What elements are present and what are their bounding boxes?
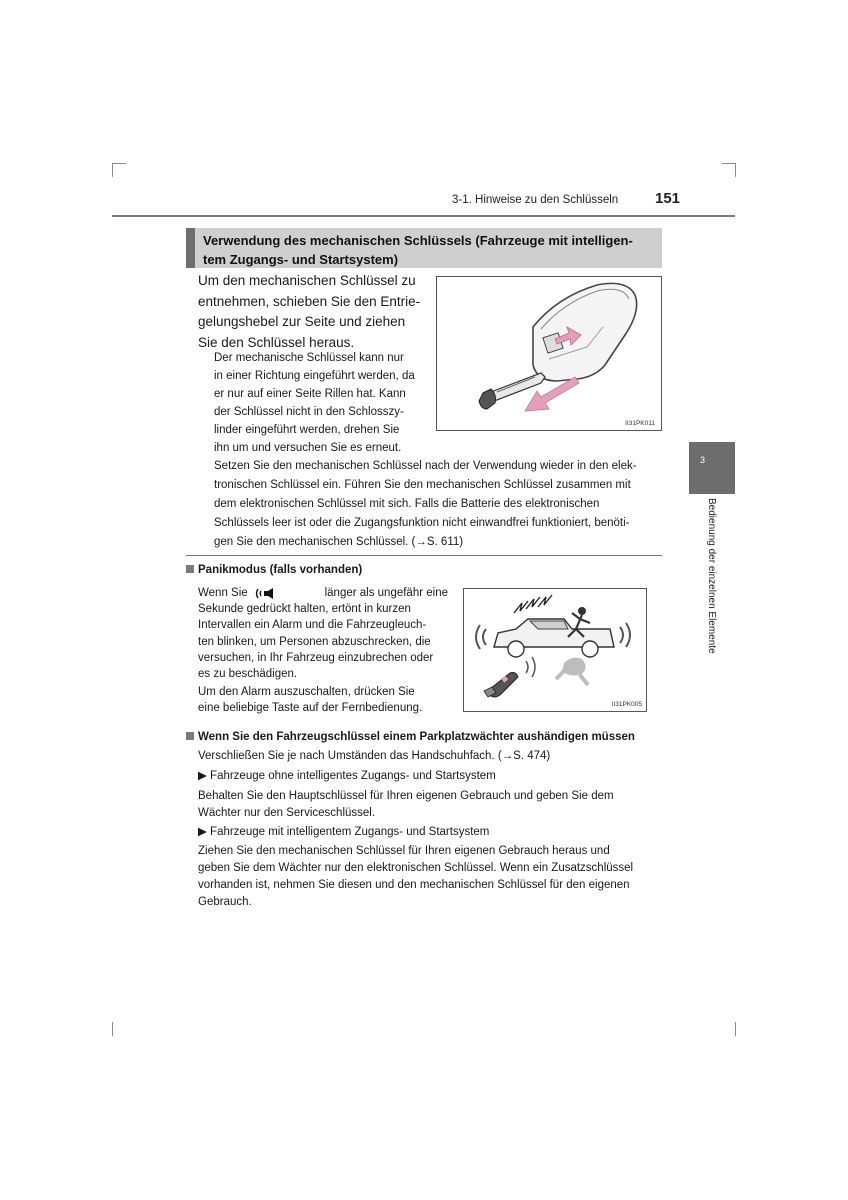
figure-label: II31PK005 <box>611 701 642 708</box>
paragraph-line: dem elektronischen Schlüssel mit sich. Falls die Batterie des elektronischen <box>214 498 600 510</box>
intro-line: gelungshebel zur Seite und ziehen <box>198 314 406 329</box>
note-line: er nur auf einer Seite Rillen hat. Kann <box>214 388 406 400</box>
case-line: Gebrauch. <box>198 896 252 908</box>
panic-line-start: Wenn Sie <box>198 587 248 599</box>
case-line: vorhanden ist, nehmen Sie diesen und den mechanischen Schlüssel für den eigenen <box>198 879 630 891</box>
square-bullet-icon <box>186 732 194 740</box>
intro-line: entnehmen, schieben Sie den Entrie- <box>198 293 421 309</box>
alarm-stop-paragraph <box>198 684 448 716</box>
note-paragraph <box>214 349 425 457</box>
panic-first-line <box>198 585 448 601</box>
alarm-stop-line: Um den Alarm auszuschalten, drücken Sie <box>198 686 415 698</box>
chapter-title-vertical: Bedienung der einzelnen Elemente <box>706 498 717 654</box>
chapter-tab <box>689 442 735 494</box>
figure-label: II31PK011 <box>625 420 655 427</box>
paragraph-line: Setzen Sie den mechanischen Schlüssel nach der Verwendung wieder in den elek- <box>214 460 637 472</box>
case-with-smart-key-text <box>198 843 658 911</box>
crop-mark-top-right-h <box>722 163 736 164</box>
panic-paragraph <box>198 585 448 682</box>
panic-line-end: länger als ungefähr eine <box>324 587 448 599</box>
case-label-without-smart-key: ▶ Fahrzeuge ohne intelligentes Zugangs- und Startsystem <box>198 770 496 782</box>
key-fob-illustration <box>437 277 661 430</box>
section-title-box <box>186 228 662 268</box>
panic-line: ten blinken, um Personen abzuschrecken, die <box>198 635 431 648</box>
paragraph-line: Schlüssels leer ist oder die Zugangsfunktion nicht einwandfrei funktioniert, benöti- <box>214 517 630 529</box>
intro-line: Um den mechanischen Schlüssel zu <box>198 273 416 288</box>
section-title-line-1: Verwendung des mechanischen Schlüssels (Fahrzeuge mit intelligen- <box>203 233 633 248</box>
alarm-stop-line: eine beliebige Taste auf der Fernbedienung. <box>198 702 423 715</box>
case-line: Wächter nur den Serviceschlüssel. <box>198 807 376 819</box>
header-rule <box>112 215 735 217</box>
crop-mark-top-left-v <box>112 163 113 177</box>
case-label-with-smart-key: ▶ Fahrzeuge mit intelligentem Zugangs- und Startsystem <box>198 826 490 838</box>
crop-mark-top-left-h <box>112 163 126 164</box>
panic-heading: Panikmodus (falls vorhanden) <box>186 564 362 576</box>
case-line: Ziehen Sie den mechanischen Schlüssel für Ihren eigenen Gebrauch heraus und <box>198 845 610 857</box>
chapter-number: 3 <box>700 455 706 465</box>
panic-line: versuchen, in Ihr Fahrzeug einzubrechen oder <box>198 651 434 664</box>
crop-mark-bottom-left-v <box>112 1022 113 1036</box>
note-line: linder eingeführt werden, drehen Sie <box>214 424 400 436</box>
valet-heading: Wenn Sie den Fahrzeugschlüssel einem Parkplatzwächter aushändigen müssen <box>186 731 635 743</box>
header-section-title: 3-1. Hinweise zu den Schlüsseln <box>452 194 619 206</box>
paragraph-line: tronischen Schlüssel ein. Führen Sie den mechanischen Schlüssel zusammen mit <box>214 479 631 491</box>
intro-line: Sie den Schlüssel heraus. <box>198 334 355 350</box>
panic-line: Intervallen ein Alarm und die Fahrzeugleuch- <box>198 619 427 632</box>
intro-paragraph <box>198 271 425 353</box>
car-alarm-illustration <box>464 589 646 711</box>
case-line: geben Sie dem Wächter nur den elektronischen Schlüssel. Wenn ein Zusatzschlüssel <box>198 862 634 874</box>
mechanical-key-figure <box>436 276 662 431</box>
note-line: Der mechanische Schlüssel kann nur <box>214 352 404 364</box>
page-number: 151 <box>655 190 681 207</box>
case-line: Behalten Sie den Hauptschlüssel für Ihren eigenen Gebrauch und geben Sie dem <box>198 790 614 802</box>
note-line: ihn um und versuchen Sie es erneut. <box>214 442 402 454</box>
panic-alarm-figure <box>463 588 647 712</box>
note-line: der Schlüssel nicht in den Schlosszy- <box>214 406 404 418</box>
case-without-smart-key-text <box>198 788 658 822</box>
crop-mark-top-right-v <box>735 163 736 177</box>
section-title-line-2: tem Zugangs- und Startsystem) <box>203 252 399 267</box>
crop-mark-bottom-right-v <box>735 1022 736 1036</box>
panic-line: Sekunde gedrückt halten, ertönt in kurzen <box>198 603 411 616</box>
panic-line: es zu beschädigen. <box>198 668 298 681</box>
valet-intro: Verschließen Sie je nach Umständen das Handschuhfach. (→S. 474) <box>198 750 551 762</box>
key-return-paragraph <box>214 457 658 552</box>
paragraph-line: gen Sie den mechanischen Schlüssel. (→S. 611) <box>214 536 464 548</box>
section-divider <box>186 555 662 556</box>
note-line: in einer Richtung eingeführt werden, da <box>214 370 415 382</box>
panic-button-icon <box>254 587 282 600</box>
square-bullet-icon <box>186 565 194 573</box>
